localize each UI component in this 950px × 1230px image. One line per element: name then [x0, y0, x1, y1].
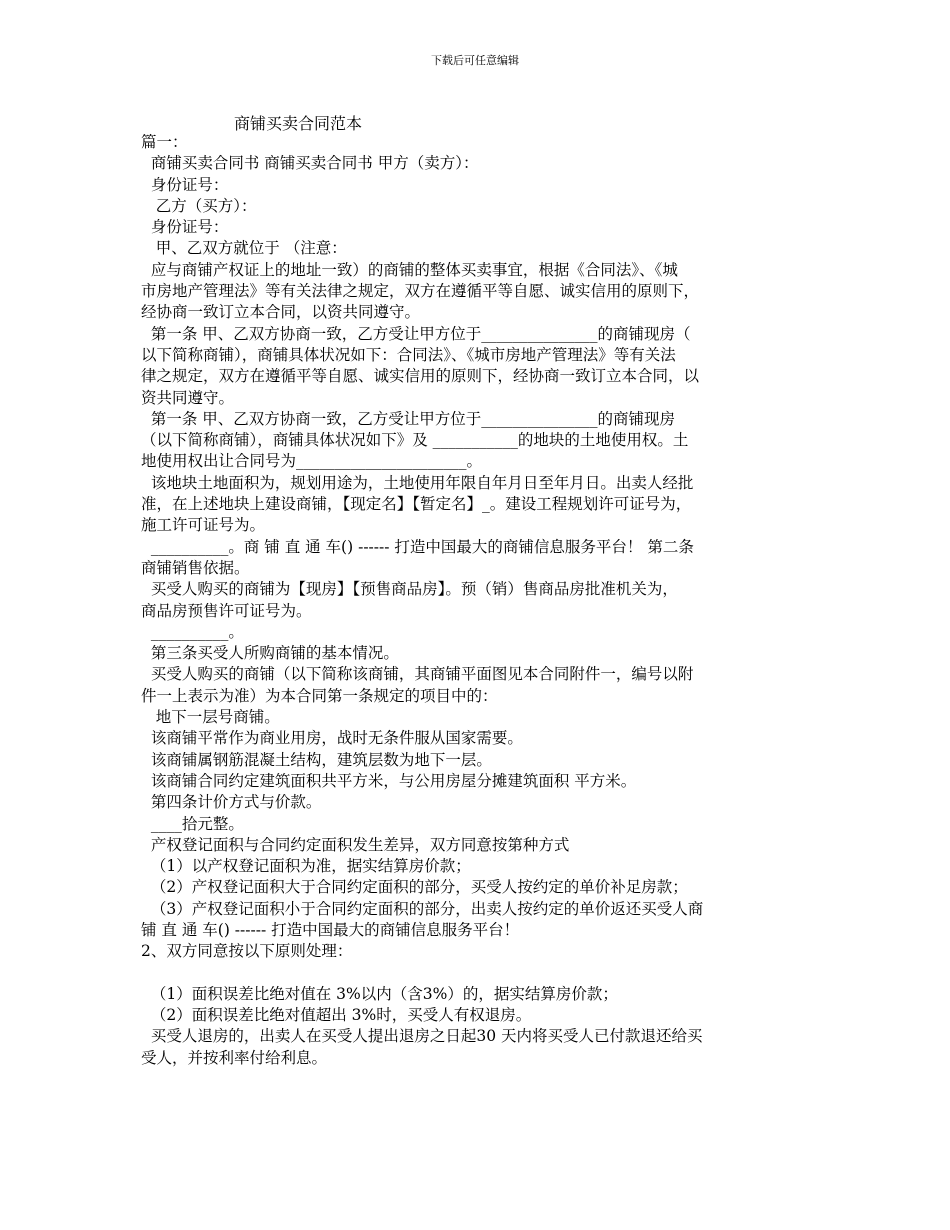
- text-line: （以下简称商铺），商铺具体状况如下》及 ___________的地块的土地使用权。土: [141, 431, 689, 450]
- text-line: 商品房预售许可证号为。: [141, 601, 312, 620]
- text-line: 铺 直 通 车() ------ 打造中国最大的商铺信息服务平台！: [141, 920, 520, 939]
- text-line: 地使用权出让合同号为______________________。: [141, 452, 483, 471]
- text-line: 该商铺合同约定建筑面积共平方米，与公用房屋分摊建筑面积 平方米。: [141, 771, 637, 790]
- page-header-note: 下载后可任意编辑: [431, 54, 519, 67]
- text-line: 第一条 甲、乙双方协商一致，乙方受让甲方位于_______________的商铺现房（: [141, 324, 691, 343]
- text-line: 受人，并按利率付给利息。: [141, 1048, 328, 1067]
- text-line: 买受人购买的商铺为【现房】【预售商品房】。预（销）售商品房批准机关为，: [141, 580, 678, 599]
- text-line: 身份证号：: [141, 175, 229, 194]
- text-line: （1）面积误差比绝对值在 3%以内（含3%）的，据实结算房价款；: [141, 984, 618, 1003]
- text-line: 商铺销售依据。: [141, 558, 250, 577]
- text-line: （2）面积误差比绝对值超出 3%时，买受人有权退房。: [141, 1006, 532, 1025]
- blank-line: [141, 963, 813, 984]
- text-line: 买受人退房的，出卖人在买受人提出退房之日起30 天内将买受人已付款退还给买: [141, 1027, 703, 1046]
- text-line: 产权登记面积与合同约定面积发生差异，双方同意按第种方式: [141, 835, 570, 854]
- text-line: 2、双方同意按以下原则处理：: [141, 942, 353, 961]
- text-line: 律之规定，双方在遵循平等自愿、诚实信用的原则下，经协商一致订立本合同，以: [141, 367, 700, 386]
- text-line: 篇一：: [141, 133, 188, 151]
- text-line: （1）以产权登记面积为准，据实结算房价款；: [141, 857, 471, 876]
- document-title: 商铺买卖合同范本: [234, 114, 363, 133]
- text-line: 该地块土地面积为，规划用途为，土地使用年限自年月日至年月日。出卖人经批: [141, 473, 694, 492]
- text-line: 第三条买受人所购商铺的基本情况。: [141, 644, 399, 663]
- text-line: 乙方（买方）：: [141, 196, 257, 215]
- text-line: （3）产权登记面积小于合同约定面积的部分，出卖人按约定的单价返还买受人商: [141, 899, 704, 918]
- text-line: 身份证号：: [141, 218, 229, 237]
- document-body: [141, 132, 813, 1069]
- text-line: 商铺买卖合同书 商铺买卖合同书 甲方（卖方）：: [141, 154, 479, 173]
- text-line: 该商铺平常作为商业用房，战时无条件服从国家需要。: [141, 729, 523, 748]
- text-line: 应与商铺产权证上的地址一致）的商铺的整体买卖事宜，根据《合同法》、《城: [141, 260, 678, 279]
- text-line: 市房地产管理法》等有关法律之规定，双方在遵循平等自愿、诚实信用的原则下，: [141, 282, 700, 301]
- text-line: 地下一层号商铺。: [141, 708, 280, 727]
- text-line: 资共同遵守。: [141, 388, 235, 407]
- text-line: 准，在上述地块上建设商铺，【现定名】【暂定名】_。建设工程规划许可证号为，: [141, 495, 692, 514]
- text-line: 该商铺属钢筋混凝土结构，建筑层数为地下一层。: [141, 750, 492, 769]
- text-line: 以下简称商铺），商铺具体状况如下：合同法》、《城市房地产管理法》等有关法: [141, 345, 676, 364]
- text-line: 第四条计价方式与价款。: [141, 793, 322, 812]
- text-line: （2）产权登记面积大于合同约定面积的部分，买受人按约定的单价补足房款；: [141, 878, 688, 897]
- text-line: 甲、乙双方就位于 （注意：: [141, 239, 347, 258]
- text-line: 买受人购买的商铺（以下简称该商铺，其商铺平面图见本合同附件一，编号以附: [141, 665, 694, 684]
- text-line: 施工许可证号为。: [141, 516, 266, 535]
- text-line: __________。: [141, 622, 244, 641]
- text-line: 经协商一致订立本合同，以资共同遵守。: [141, 303, 421, 322]
- text-line: 件一上表示为准）为本合同第一条规定的项目中的：: [141, 686, 498, 705]
- text-line: __________。商 铺 直 通 车() ------ 打造中国最大的商铺信息服务平台！ 第二条: [141, 537, 694, 556]
- text-line: 第一条 甲、乙双方协商一致，乙方受让甲方位于_______________的商铺现房: [141, 409, 676, 428]
- text-line: ____拾元整。: [141, 814, 244, 833]
